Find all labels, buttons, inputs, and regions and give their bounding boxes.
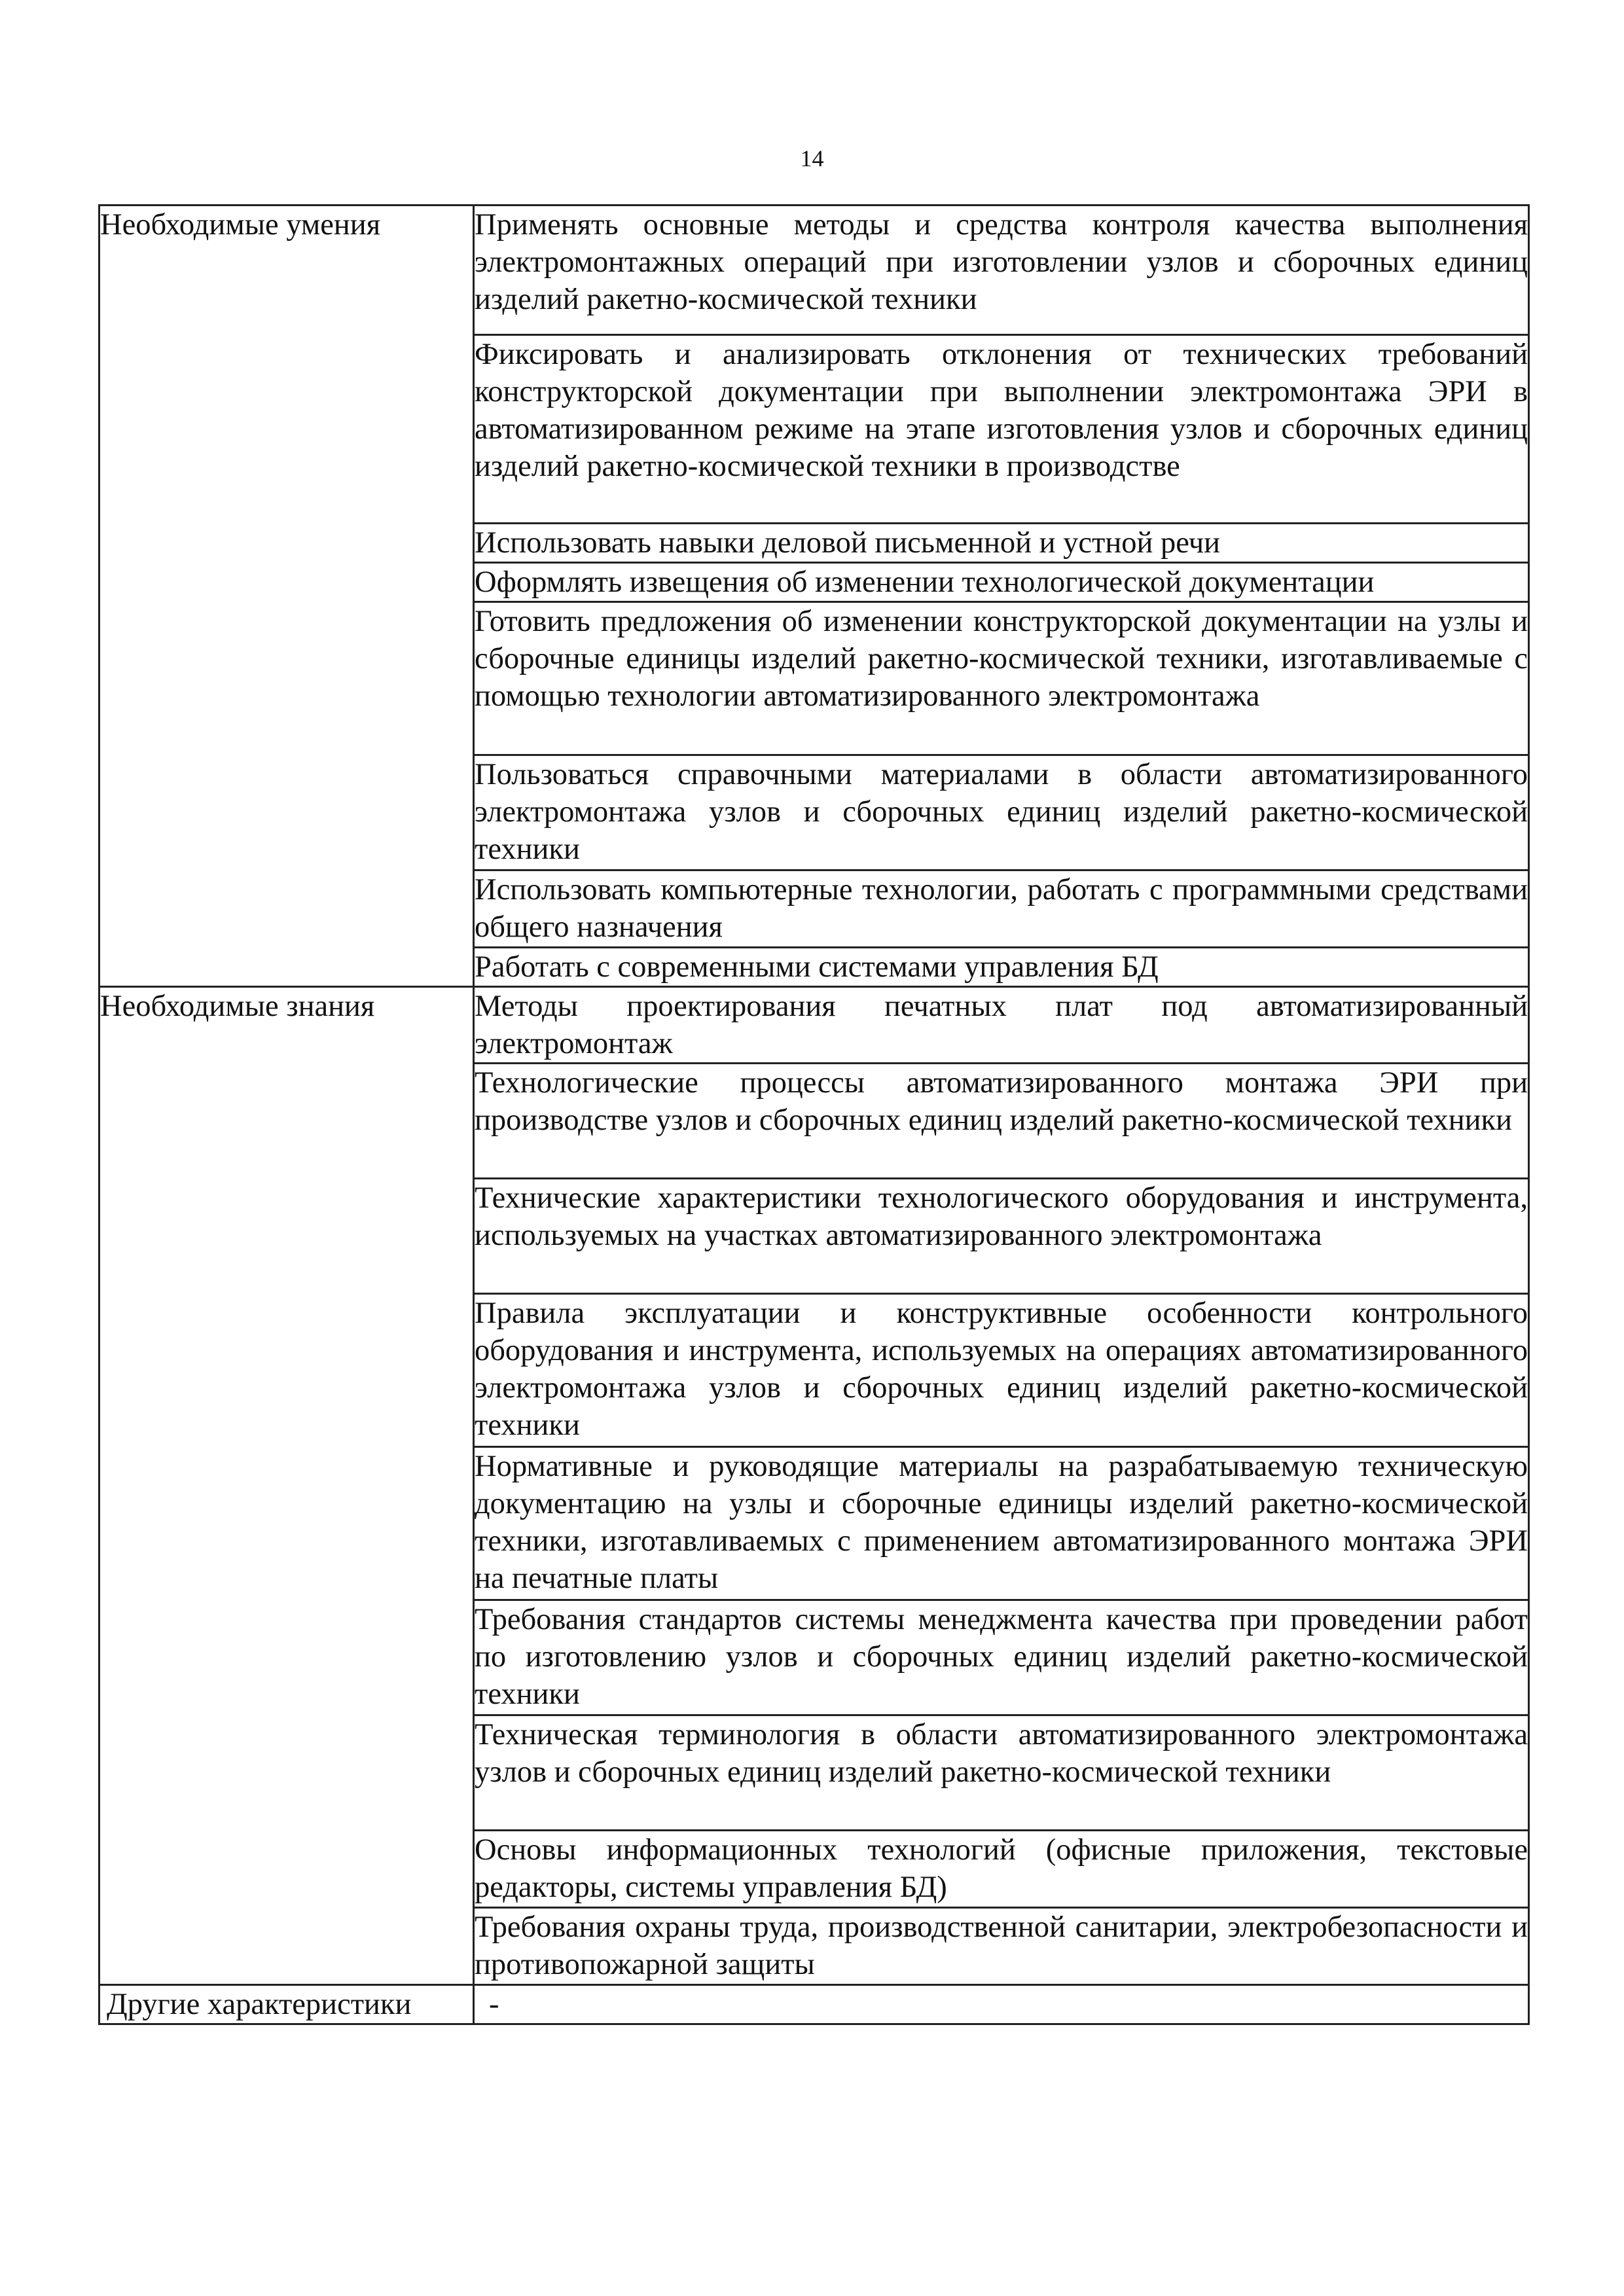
knowledge-item: Требования охраны труда, производственной санитарии, электробезопасности и противопожарной защиты bbox=[474, 1908, 1529, 1985]
skill-item: Фиксировать и анализировать отклонения от технических требований конструкторской документации при выполнении электромонтажа ЭРИ в автоматизированном режиме на этапе изготовления узлов и сборочных единиц изделий ракетно-космической техники в производстве bbox=[474, 335, 1529, 524]
knowledge-item: Технологические процессы автоматизированного монтажа ЭРИ при производстве узлов и сборочных единиц изделий ракетно-космической техники bbox=[474, 1064, 1529, 1179]
table-row bbox=[99, 987, 1529, 1064]
knowledge-item: Технические характеристики технологического оборудования и инструмента, используемых на участках автоматизированного электромонтажа bbox=[474, 1179, 1529, 1294]
requirements-table bbox=[98, 204, 1530, 2025]
knowledge-item: Методы проектирования печатных плат под автоматизированный электромонтаж bbox=[474, 987, 1529, 1064]
section-label-other: Другие характеристики bbox=[99, 1985, 474, 2024]
section-label-knowledge: Необходимые знания bbox=[99, 987, 474, 1985]
knowledge-item: Техническая терминология в области автоматизированного электромонтажа узлов и сборочных единиц изделий ракетно-космической техники bbox=[474, 1715, 1529, 1831]
knowledge-item: Правила эксплуатации и конструктивные особенности контрольного оборудования и инструмента, используемых на операциях автоматизированного электромонтажа узлов и сборочных единиц изделий ракетно-космической техники bbox=[474, 1294, 1529, 1447]
skill-item: Оформлять извещения об изменении технологической документации bbox=[474, 563, 1529, 602]
other-item: - bbox=[474, 1985, 1529, 2024]
skill-item: Использовать навыки деловой письменной и устной речи bbox=[474, 524, 1529, 563]
skill-item: Работать с современными системами управления БД bbox=[474, 948, 1529, 987]
table-row bbox=[99, 206, 1529, 335]
section-label-skills: Необходимые умения bbox=[99, 206, 474, 987]
knowledge-item: Нормативные и руководящие материалы на разрабатываемую техническую документацию на узлы и сборочные единицы изделий ракетно-космической техники, изготавливаемых с применением автоматизированного монтажа ЭРИ на печатные платы bbox=[474, 1447, 1529, 1600]
skill-item: Готовить предложения об изменении конструкторской документации на узлы и сборочные единицы изделий ракетно-космической техники, изготавливаемые с помощью технологии автоматизированного электромонтажа bbox=[474, 602, 1529, 755]
knowledge-item: Требования стандартов системы менеджмента качества при проведении работ по изготовлению узлов и сборочных единиц изделий ракетно-космической техники bbox=[474, 1600, 1529, 1715]
skill-item: Использовать компьютерные технологии, работать с программными средствами общего назначения bbox=[474, 870, 1529, 948]
knowledge-item: Основы информационных технологий (офисные приложения, текстовые редакторы, системы управления БД) bbox=[474, 1831, 1529, 1908]
table-row bbox=[99, 1985, 1529, 2024]
page-number: 14 bbox=[800, 145, 824, 171]
skill-item: Применять основные методы и средства контроля качества выполнения электромонтажных операций при изготовлении узлов и сборочных единиц изделий ракетно-космической техники bbox=[474, 206, 1529, 335]
skill-item: Пользоваться справочными материалами в области автоматизированного электромонтажа узлов и сборочных единиц изделий ракетно-космической техники bbox=[474, 755, 1529, 870]
